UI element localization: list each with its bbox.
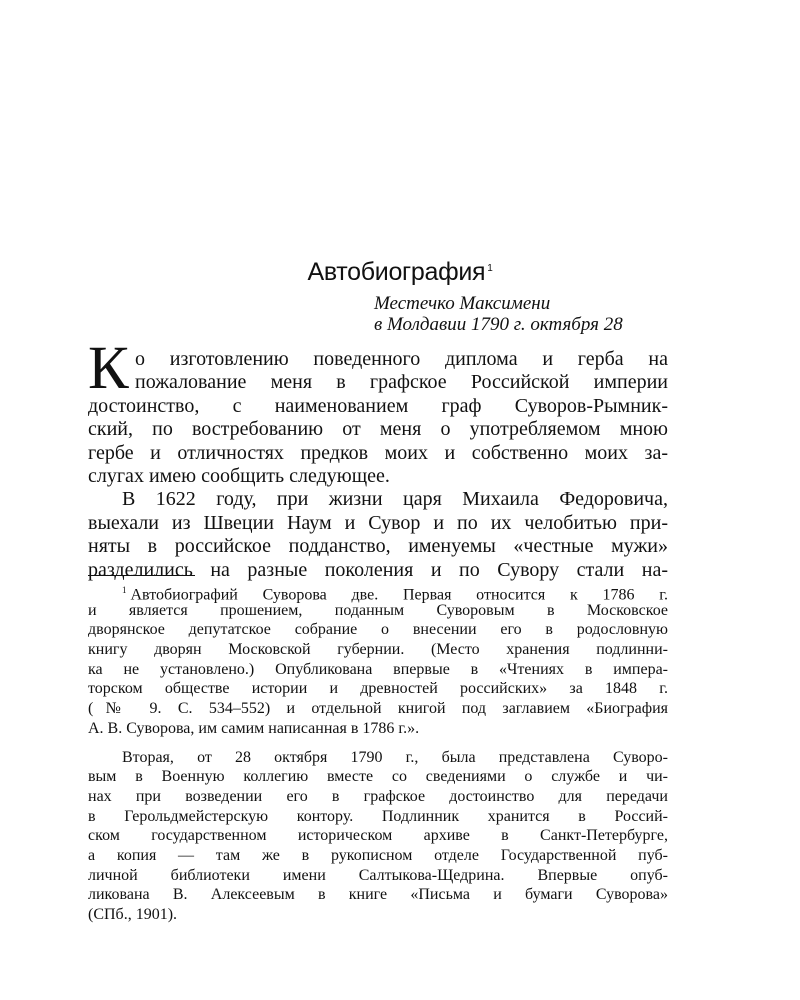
body-line: о изготовлению поведенного диплома и герба на (135, 348, 668, 370)
footnote-line (88, 581, 668, 604)
chapter-title-text: Автобиография (307, 258, 486, 286)
footnote-marker: 1 (122, 585, 127, 595)
body-line: выехали из Швеции Наум и Сувор и по их челобитью при- (88, 511, 668, 534)
title-footnote-marker[interactable]: 1 (487, 262, 493, 274)
footnote-line: нах при возведении его в графское достоинство для передачи (88, 787, 668, 805)
footnote-line: и является прошением, поданным Суворовым в Московское (88, 601, 668, 619)
footnote-line: Вторая, от 28 октября 1790 г., была представлена Суворо- (122, 748, 668, 766)
footnote-line: дворянское депутатское собрание о внесении его в родословную (88, 621, 668, 639)
place-line: Местечко Максимени (374, 293, 551, 314)
footnote-line: ликована В. Алексеевым в книге «Письма и бумаги Суворова» (88, 886, 668, 904)
footnote-line: ка не установлено.) Опубликована впервые в «Чтениях в импера- (88, 660, 668, 678)
footnote-line: А. В. Суворова, им самим написанная в 1786 г.». (88, 719, 420, 737)
body-line: разделились на разные поколения и по Сувору стали на- (88, 558, 668, 581)
body-line: слугах имею сообщить следующее. (88, 464, 390, 487)
body-text (88, 348, 668, 582)
footnote-line-text: Автобиографий Суворова две. Первая относится к 1786 г. (130, 586, 668, 604)
footnote-line: в Герольдмейстерскую контору. Подлинник хранится в Россий- (88, 807, 668, 825)
chapter-title (0, 258, 800, 287)
footnote-line: вым в Военную коллегию вместе со сведениями о службе и чи- (88, 768, 668, 786)
body-line: В 1622 году, при жизни царя Михаила Федоровича, (122, 488, 668, 511)
body-line: ский, по востребованию от меня о употребляемом мною (88, 418, 668, 441)
body-line: няты в российское подданство, именуемы «честные мужи» (88, 535, 668, 558)
footnote-line: а копия — там же в рукописном отделе Государственной пуб- (88, 846, 668, 864)
date-line: в Молдавии 1790 г. октября 28 (374, 314, 623, 335)
footnote-line: (СПб., 1901). (88, 906, 178, 923)
drop-cap-letter: К (88, 335, 129, 402)
footnote-line: ском государственном историческом архиве в Санкт-Петербурге, (88, 827, 668, 845)
body-line: пожалование меня в графское Российской империи (135, 371, 668, 394)
footnotes (88, 581, 668, 925)
footnote-line: торском обществе истории и древностей российских» за 1848 г. (88, 680, 668, 698)
footnote-line: личной библиотеки имени Салтыкова-Щедрина. Впервые опуб- (88, 866, 668, 884)
place-date-epigraph (374, 293, 623, 335)
footnote-line: книгу дворян Московской губернии. (Место хранения подлинни- (88, 641, 668, 659)
footnote-line: (№ 9. С. 534–552) и отдельной книгой под заглавием «Биография (88, 700, 668, 718)
footnote-separator (88, 575, 195, 576)
body-line: гербе и отличностях предков моих и собственно моих за- (88, 441, 668, 464)
body-line: достоинство, с наименованием граф Суворов-Рымник- (88, 394, 668, 417)
